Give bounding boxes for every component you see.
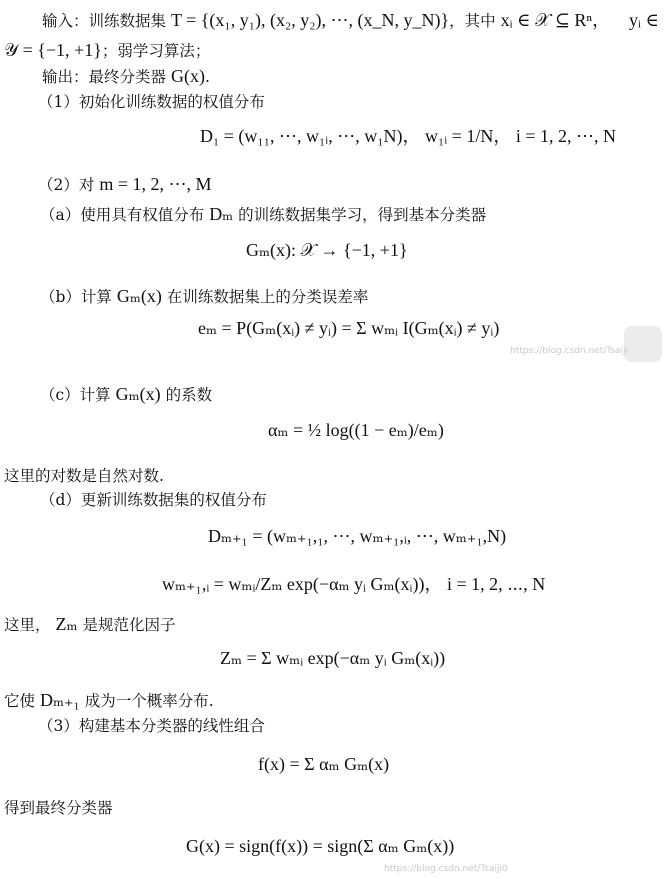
- step-2a-post: 的训练数据集学习，得到基本分类器: [238, 206, 487, 224]
- final-label: 得到最终分类器: [4, 799, 113, 817]
- input-line-2: [4, 40, 210, 61]
- input-where: ，其中: [449, 12, 496, 30]
- watermark-1: https://blog.csdn.net/Tsaiji: [510, 346, 628, 356]
- step-2c-symbol: Gₘ(x): [115, 384, 161, 404]
- step-2-range: m = 1, 2, ⋯, M: [99, 174, 212, 194]
- output-end: .: [204, 68, 210, 86]
- eq-final-classifier: G(x) = sign(f(x)) = sign(Σ αₘ Gₘ(x)): [186, 836, 455, 856]
- output-text: 最终分类器: [88, 68, 167, 86]
- input-text: 训练数据集: [88, 12, 167, 30]
- z-note-symbol: Zₘ: [55, 614, 78, 634]
- output-symbol: G(x): [170, 66, 205, 86]
- eq-update-weight: wₘ₊₁,ᵢ = wₘᵢ/Zₘ exp(−αₘ yᵢ Gₘ(xᵢ))， i = 1, 2, ⋯, N: [162, 574, 546, 594]
- step-2b-symbol: Gₘ(x): [116, 286, 162, 306]
- step-2a-symbol: Dₘ: [209, 204, 234, 224]
- eq-base-classifier: Gₘ(x): 𝒳 → {−1, +1}: [246, 240, 408, 260]
- input-learner: ；弱学习算法；: [101, 42, 211, 60]
- dist-note-symbol: Dₘ₊₁: [39, 690, 80, 710]
- z-note-pre: 这里，: [4, 616, 51, 634]
- step-1-heading: （1）初始化训练数据的权值分布: [38, 93, 265, 111]
- eq-update-distribution: Dₘ₊₁ = (wₘ₊₁,₁, ⋯, wₘ₊₁,ᵢ, ⋯, wₘ₊₁,N): [208, 526, 507, 546]
- eq-init-weights: [200, 122, 616, 148]
- watermark-box: [624, 326, 662, 362]
- step-2c-pre: （c）计算: [40, 386, 111, 404]
- step-2-heading: [38, 174, 211, 195]
- output-line: [42, 66, 210, 87]
- step-2b-post: 在训练数据集上的分类误差率: [166, 288, 369, 306]
- step-2b-pre: （b）计算: [40, 288, 112, 306]
- step-2a-heading: [40, 204, 486, 225]
- dist-note-post: 成为一个概率分布.: [84, 692, 214, 710]
- step-2b-heading: [40, 286, 368, 307]
- eq-error-rate: eₘ = P(Gₘ(xᵢ) ≠ yᵢ) = Σ wₘᵢ I(Gₘ(xᵢ) ≠ yᵢ): [198, 318, 500, 338]
- step-2c-heading: [40, 384, 212, 405]
- output-label: 输出：: [42, 68, 89, 86]
- log-note: 这里的对数是自然对数.: [4, 467, 164, 485]
- z-note-post: 是规范化因子: [82, 616, 176, 634]
- dist-note-pre: 它使: [4, 692, 36, 710]
- input-set-formula: T = {(x₁, y₁), (x₂, y₂), ⋯, (x_N, y_N)}: [170, 10, 450, 30]
- step-2c-post: 的系数: [165, 386, 213, 404]
- eq-linear-combination: f(x) = Σ αₘ Gₘ(x): [258, 754, 390, 774]
- input-y-domain-b: 𝒴 = {−1, +1}: [4, 40, 102, 60]
- input-x-domain: xᵢ ∈ 𝒳 ⊆ Rⁿ，: [500, 10, 611, 30]
- z-note: [4, 614, 175, 635]
- input-line: [42, 10, 659, 31]
- eq-alpha: αₘ = ½ log((1 − eₘ)/eₘ): [268, 420, 444, 440]
- step-3-heading: （3）构建基本分类器的线性组合: [38, 717, 265, 735]
- step-2d-heading: （d）更新训练数据集的权值分布: [40, 491, 267, 509]
- eq-init-weights-text: D₁ = (w₁₁, ⋯, w₁ᵢ, ⋯, w₁N)， w₁ᵢ = 1/N， i = 1, 2, ⋯, N: [200, 126, 616, 146]
- step-2-label: （2）对: [38, 176, 95, 194]
- watermark-2: https://blog.csdn.net/Tsaiji0: [384, 864, 508, 874]
- input-label: 输入：: [42, 12, 89, 30]
- input-y-domain-a: yᵢ ∈: [629, 10, 659, 30]
- eq-normalizer: Zₘ = Σ wₘᵢ exp(−αₘ yᵢ Gₘ(xᵢ)): [220, 648, 446, 668]
- step-2a-pre: （a）使用具有权值分布: [40, 206, 205, 224]
- distribution-note: [4, 690, 214, 711]
